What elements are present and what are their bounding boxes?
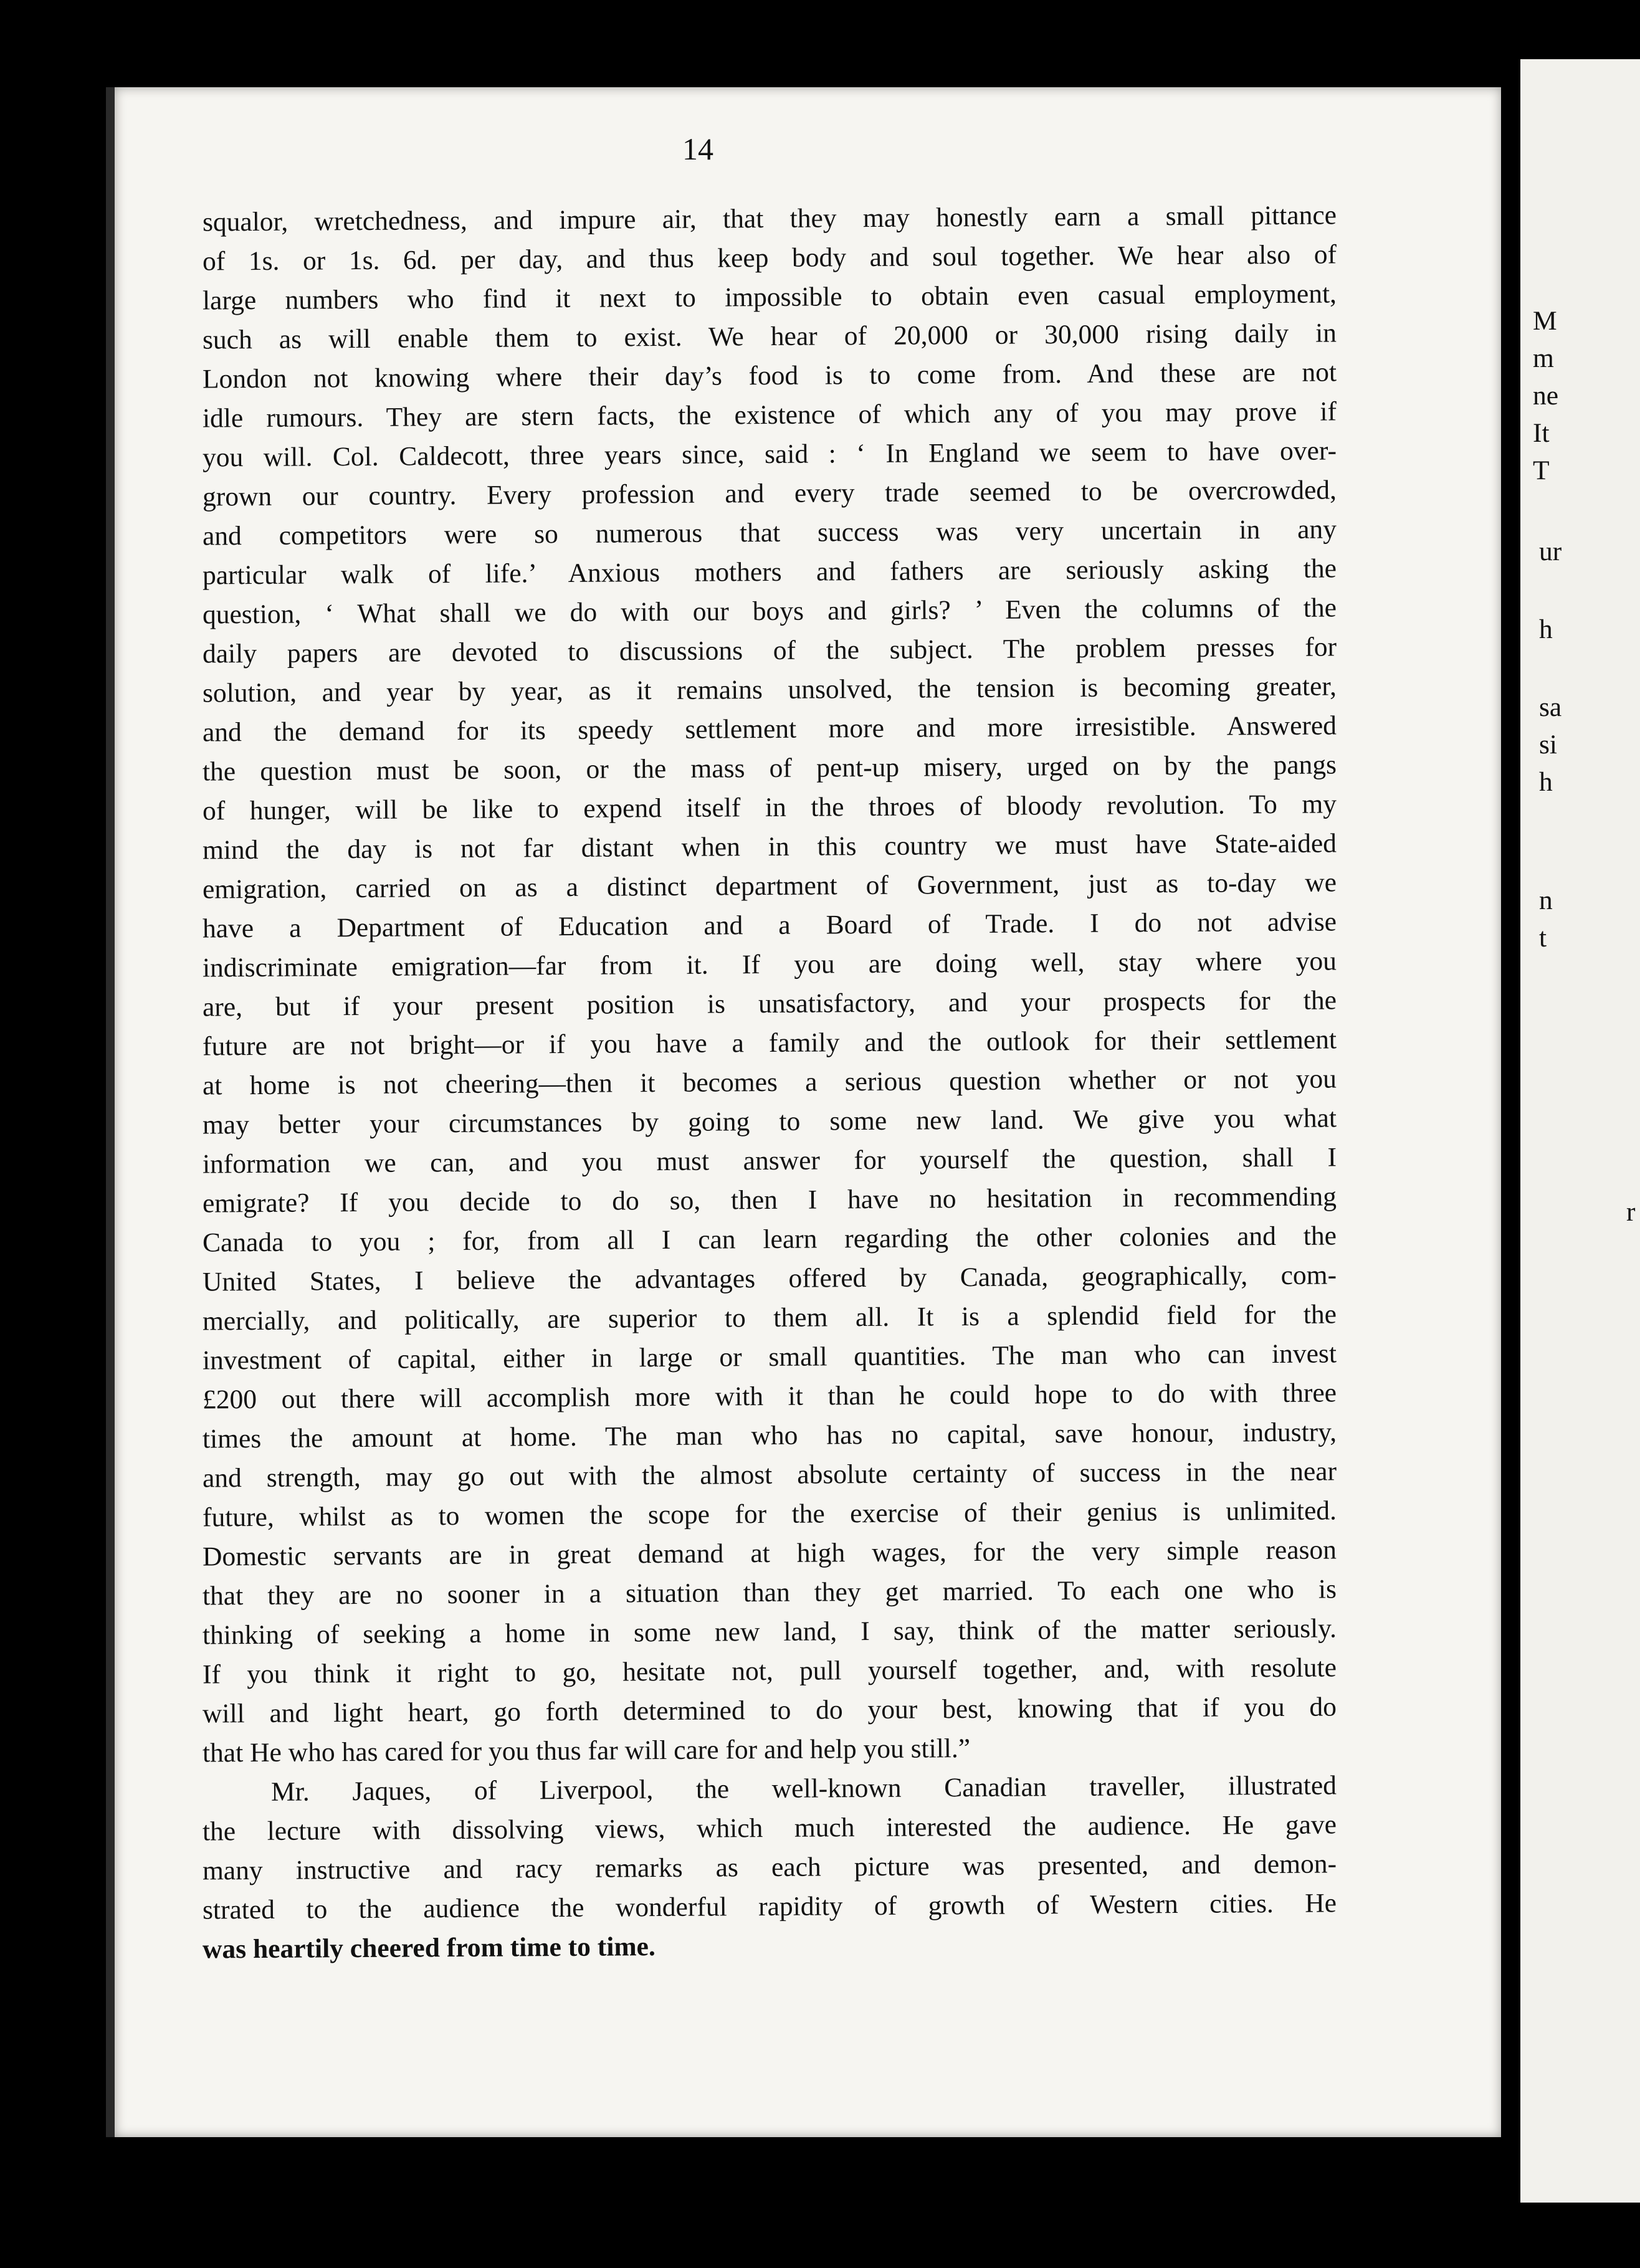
text-line: emigration, carried on as a distinct department of Government, just as to-day we [202,867,1337,905]
text-line: such as will enable them to exist. We hear of 20,000 or 30,000 rising daily in [202,318,1337,355]
adjacent-page-fragment: h [1539,767,1553,797]
text-line: If you think it right to go, hesitate not, pull yourself together, and, with resolute [202,1652,1337,1690]
adjacent-page-fragment: T [1533,455,1550,485]
adjacent-page-fragment: M [1533,306,1557,336]
adjacent-page-fragment: ur [1539,536,1562,566]
text-line: London not knowing where their day’s food is to come from. And these are not [202,357,1337,394]
text-line: large numbers who find it next to impossible to obtain even casual employment, [202,279,1337,316]
text-line: and strength, may go out with the almost absolute certainty of success in the near [202,1456,1337,1494]
text-line: times the amount at home. The man who has no capital, save honour, industry, [202,1417,1337,1454]
text-line: that He who has cared for you thus far will care for and help you still.” [202,1733,971,1768]
adjacent-page-fragment: sa [1539,692,1562,722]
text-line: of 1s. or 1s. 6d. per day, and thus keep body and soul together. We hear also of [202,239,1337,277]
adjacent-page-fragment: ne [1533,381,1559,411]
text-line: many instructive and racy remarks as each picture was presented, and demon- [202,1849,1337,1886]
text-line: information we can, and you must answer for yourself the question, shall I [202,1142,1337,1179]
text-line: may better your circumstances by going to some new land. We give you what [202,1103,1337,1140]
text-line: thinking of seeking a home in some new land, I say, think of the matter seriously. [202,1613,1337,1651]
text-line: and the demand for its speedy settlement more and more irresistible. Answered [202,710,1337,748]
text-line: grown our country. Every profession and every trade seemed to be overcrowded, [202,475,1337,512]
text-line: at home is not cheering—then it becomes a serious question whether or not you [202,1064,1337,1101]
text-line: particular walk of life.’ Anxious mothers and fathers are seriously asking the [202,553,1337,591]
body-text [203,199,1337,1966]
text-line: United States, I believe the advantages offered by Canada, geographically, com- [202,1260,1337,1297]
adjacent-page-fragment: n [1539,885,1553,915]
text-line: mind the day is not far distant when in this country we must have State-aided [202,828,1337,865]
text-line: £200 out there will accomplish more with it than he could hope to do with three [202,1378,1337,1415]
text-line: Domestic servants are in great demand at high wages, for the very simple reason [202,1535,1337,1572]
adjacent-page-fragment: si [1539,730,1558,760]
text-line: investment of capital, either in large or small quantities. The man who can invest [202,1338,1337,1376]
text-line: of hunger, will be like to expend itself in the throes of bloody revolution. To my [202,789,1337,826]
text-line: future, whilst as to women the scope for the exercise of their genius is unlimited. [202,1495,1337,1533]
text-line: you will. Col. Caldecott, three years since, said : ‘ In England we seem to have over- [202,436,1337,473]
text-line: Mr. Jaques, of Liverpool, the well-known Canadian traveller, illustrated [270,1770,1337,1807]
text-line: the question must be soon, or the mass of pent-up misery, urged on by the pangs [202,750,1337,787]
text-line: the lecture with dissolving views, which much interested the audience. He gave [202,1809,1337,1847]
text-line: indiscriminate emigration—far from it. If you are doing well, stay where you [202,946,1337,983]
text-line: that they are no sooner in a situation than they get married. To each one who is [202,1574,1337,1611]
adjacent-page-fragment: t [1539,923,1547,953]
text-line: will and light heart, go forth determined to do your best, knowing that if you do [202,1692,1337,1729]
text-line: and competitors were so numerous that success was very uncertain in any [202,514,1337,551]
text-line: mercially, and politically, are superior to them all. It is a splendid field for the [202,1299,1337,1336]
text-line: daily papers are devoted to discussions of the subject. The problem presses for [202,632,1337,669]
text-line: question, ‘ What shall we do with our boys and girls? ’ Even the columns of the [202,593,1337,630]
adjacent-page-fragment: h [1539,614,1553,644]
text-line: squalor, wretchedness, and impure air, that they may honestly earn a small pittance [202,200,1337,237]
text-line: emigrate? If you decide to do so, then I have no hesitation in recommending [202,1181,1337,1219]
page-number: 14 [682,131,713,166]
adjacent-page-fragment: r [1626,1197,1636,1227]
text-line: future are not bright—or if you have a family and the outlook for their settlement [202,1024,1337,1062]
text-line: have a Department of Education and a Board of Trade. I do not advise [202,907,1337,944]
adjacent-page-fragment: It [1533,418,1550,448]
adjacent-page-fragment: m [1533,343,1554,373]
text-line: was heartily cheered from time to time. [202,1932,656,1965]
text-line: Canada to you ; for, from all I can learn regarding the other colonies and the [202,1221,1337,1258]
text-line: solution, and year by year, as it remains unsolved, the tension is becoming greater, [202,671,1337,708]
text-line: idle rumours. They are stern facts, the existence of which any of you may prove if [202,396,1337,434]
text-line: are, but if your present position is unsatisfactory, and your prospects for the [202,985,1337,1022]
text-line: strated to the audience the wonderful rapidity of growth of Western cities. He [202,1888,1337,1925]
